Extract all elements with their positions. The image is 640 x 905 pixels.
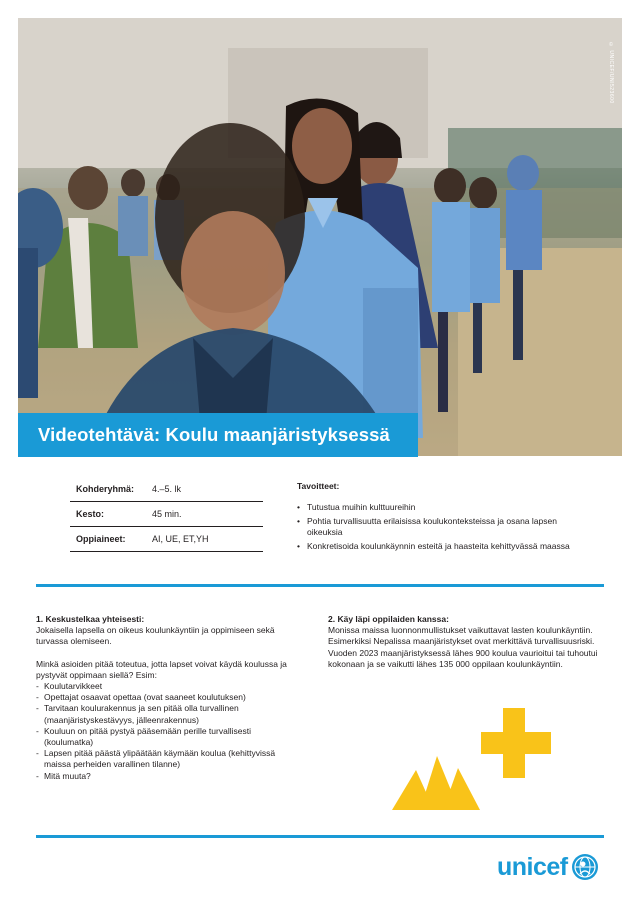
info-value: 45 min.: [152, 509, 182, 519]
list-item: - Lapsen pitää päästä ylipäätään käymään koulua (kehittyvissä maissa perheiden varallinen tilanne): [36, 748, 298, 770]
info-label: Kesto:: [76, 509, 105, 519]
info-value: 4.–5. lk: [152, 484, 182, 494]
goals-list: [297, 502, 587, 552]
globe-icon: [570, 852, 600, 882]
list-item: - Kouluun on pitää pystyä pääsemään perille turvallisesti (koulumatka): [36, 726, 298, 748]
section1-intro: Jokaisella lapsella on oikeus koulunkäyntiin ja oppimiseen sekä turvassa olemiseen.: [36, 625, 275, 647]
info-row-duration: [70, 502, 263, 527]
photo-credit: © UNICEF/UNI523600: [608, 42, 614, 104]
list-item: - Opettajat osaavat opettaa (ovat saaneet koulutuksen): [36, 692, 298, 703]
section-discuss: [36, 614, 298, 782]
divider-top: [36, 584, 604, 587]
goals-section: [297, 481, 587, 555]
section1-question: Minkä asioiden pitää toteutua, jotta lapset voivat käydä koulussa ja pystyvät oppimaan siellä? Esim:: [36, 658, 287, 680]
hero-illustration: [18, 18, 622, 456]
list-item: - Tarvitaan koulurakennus ja sen pitää olla turvallinen (maanjäristyskestävyys, jälleenrakennus): [36, 703, 298, 725]
section1-heading: 1. Keskustelkaa yhteisesti:: [36, 614, 145, 624]
mountain-plus-icon: [392, 708, 554, 812]
list-item: - Koulutarvikkeet: [36, 681, 298, 692]
section2-body: Monissa maissa luonnonmullistukset vaikuttavat lasten koulunkäyntiin. Esimerkiksi Nepalissa maanjäristykset ovat merkittävä turvallisuusriski. Vuoden 2023 maanjäristyksessä lähes 900 koulua vaurioitui tai tuhoutui kokonaan ja se vaikutti lähes 135 000 oppilaan koulunkäyntiin.: [328, 625, 598, 669]
info-label: Oppiaineet:: [76, 534, 126, 544]
list-item: • Pohtia turvallisuutta erilaisissa koulukonteksteissa ja osana lapsen oikeuksia: [297, 516, 587, 538]
section-review: [328, 614, 602, 670]
section2-heading: 2. Käy läpi oppilaiden kanssa:: [328, 614, 449, 624]
brand-wordmark: unicef: [497, 852, 568, 881]
list-item: • Konkretisoida koulunkäynnin esteitä ja haasteita kehittyvässä maassa: [297, 541, 587, 552]
unicef-logo: [497, 852, 600, 882]
divider-bottom: [36, 835, 604, 838]
title-banner: [18, 413, 418, 457]
page-title: Videotehtävä: Koulu maanjäristyksessä: [38, 424, 390, 445]
info-table: [70, 477, 263, 552]
info-value: AI, UE, ET,YH: [152, 534, 209, 544]
section1-list: [36, 681, 298, 782]
info-row-target-group: [70, 477, 263, 502]
goals-heading: Tavoitteet:: [297, 481, 340, 491]
list-item: • Tutustua muihin kulttuureihin: [297, 502, 587, 513]
info-label: Kohderyhmä:: [76, 484, 135, 494]
list-item: - Mitä muuta?: [36, 771, 298, 782]
info-row-subjects: [70, 527, 263, 552]
hero-photo: [18, 18, 622, 456]
